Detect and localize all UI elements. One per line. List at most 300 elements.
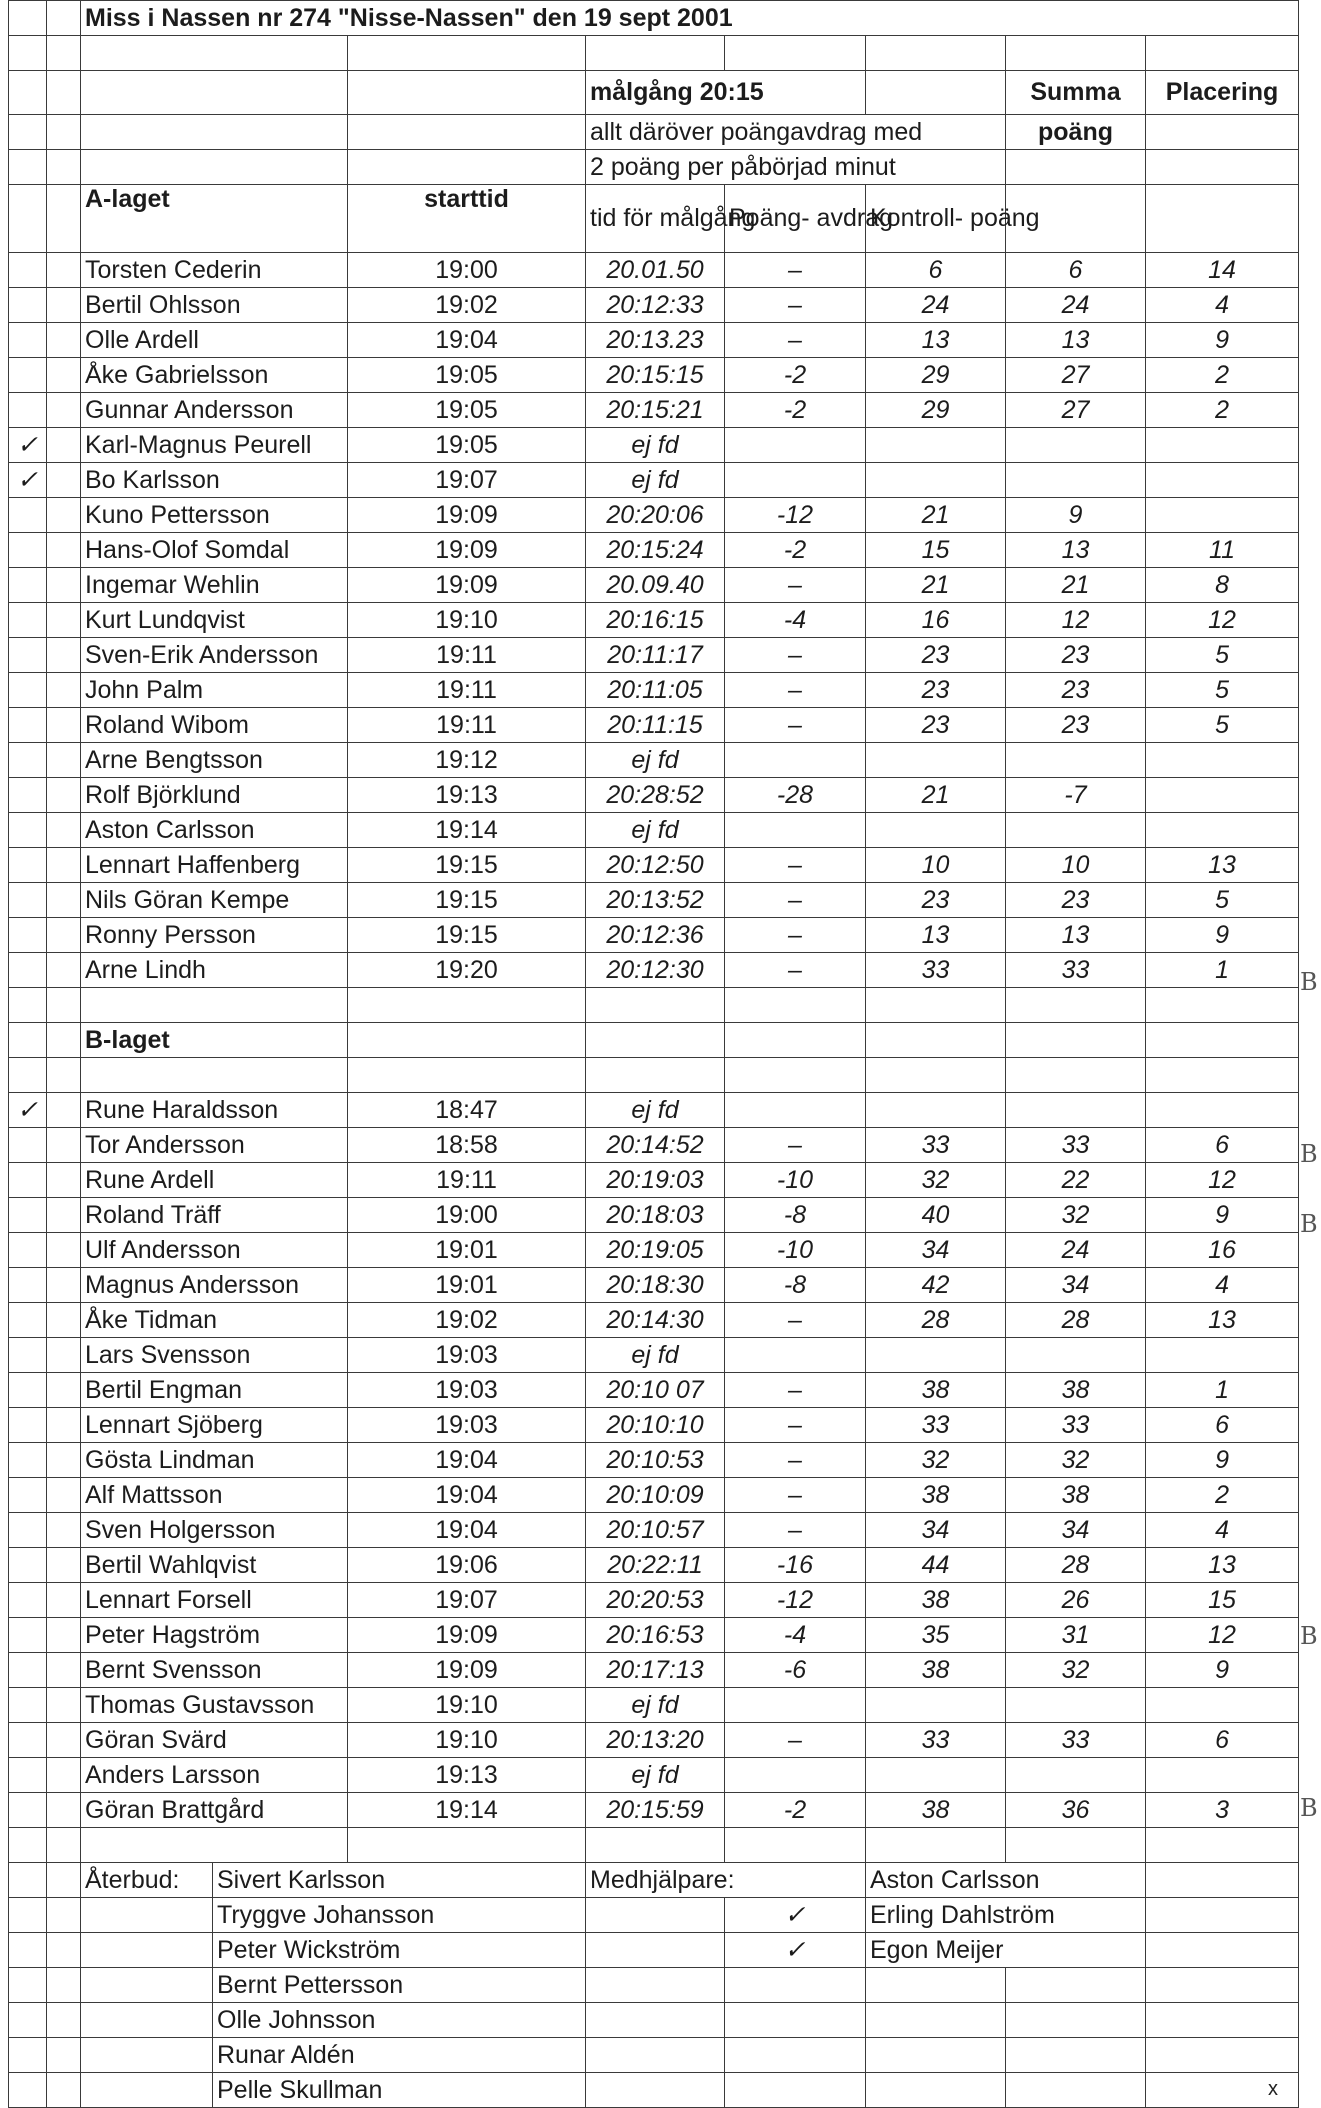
blank-cell xyxy=(47,638,81,673)
blank-cell xyxy=(47,1443,81,1478)
table-cell xyxy=(866,988,1006,1023)
player-name: Bo Karlsson xyxy=(81,463,348,498)
helper-check: ✓ xyxy=(725,1898,866,1933)
sum-points xyxy=(1006,428,1146,463)
start-time: 19:00 xyxy=(348,1198,586,1233)
placing: 4 xyxy=(1146,288,1299,323)
finish-time: 20:28:52 xyxy=(586,778,725,813)
player-row xyxy=(9,638,1299,673)
sum-points xyxy=(1006,1093,1146,1128)
footer-row xyxy=(9,2003,1299,2038)
finish-time: 20:13:52 xyxy=(586,883,725,918)
finish-time: 20:15:21 xyxy=(586,393,725,428)
finish-time: ej fd xyxy=(586,743,725,778)
blank-cell xyxy=(47,743,81,778)
finish-time: 20:12:50 xyxy=(586,848,725,883)
control-points xyxy=(866,813,1006,848)
control-points: 33 xyxy=(866,1128,1006,1163)
table-cell xyxy=(1146,1863,1299,1898)
control-points: 33 xyxy=(866,1408,1006,1443)
sum-points xyxy=(1006,1688,1146,1723)
check-mark xyxy=(9,638,47,673)
table-cell xyxy=(9,1058,47,1093)
deduction: – xyxy=(725,253,866,288)
player-name: Arne Bengtsson xyxy=(81,743,348,778)
player-name: Torsten Cederin xyxy=(81,253,348,288)
start-time: 19:09 xyxy=(348,533,586,568)
start-time: 19:03 xyxy=(348,1373,586,1408)
blank-cell xyxy=(47,1093,81,1128)
a-team-label: A-laget xyxy=(81,185,348,253)
deduction: -10 xyxy=(725,1163,866,1198)
sum-points: 34 xyxy=(1006,1513,1146,1548)
blank-cell xyxy=(81,1968,213,2003)
control-points: 23 xyxy=(866,673,1006,708)
control-points: 29 xyxy=(866,393,1006,428)
finish-time: 20:19:03 xyxy=(586,1163,725,1198)
player-name: Bertil Ohlsson xyxy=(81,288,348,323)
player-row xyxy=(9,323,1299,358)
placing: 16 xyxy=(1146,1233,1299,1268)
finish-time: 20:20:06 xyxy=(586,498,725,533)
control-points: 34 xyxy=(866,1233,1006,1268)
check-mark xyxy=(9,1618,47,1653)
placing: 11 xyxy=(1146,533,1299,568)
start-time: 19:10 xyxy=(348,1688,586,1723)
sum-points: 9 xyxy=(1006,498,1146,533)
player-row xyxy=(9,1373,1299,1408)
placing: 8 xyxy=(1146,568,1299,603)
control-points: 35 xyxy=(866,1618,1006,1653)
start-time: 19:00 xyxy=(348,253,586,288)
start-time: 19:15 xyxy=(348,848,586,883)
deduction xyxy=(725,813,866,848)
table-cell xyxy=(866,2073,1006,2108)
deduction: -10 xyxy=(725,1233,866,1268)
finish-time: ej fd xyxy=(586,463,725,498)
finish-time: 20:13.23 xyxy=(586,323,725,358)
table-cell xyxy=(1146,2003,1299,2038)
finish-time: 20:22:11 xyxy=(586,1548,725,1583)
blank-cell xyxy=(47,883,81,918)
deduction xyxy=(725,463,866,498)
control-points: 38 xyxy=(866,1653,1006,1688)
spacer-row xyxy=(9,1828,1299,1863)
finish-time: 20:18:03 xyxy=(586,1198,725,1233)
finish-time: ej fd xyxy=(586,428,725,463)
start-time: 19:01 xyxy=(348,1268,586,1303)
check-mark xyxy=(9,1548,47,1583)
footer-row xyxy=(9,1898,1299,1933)
sum-points: 21 xyxy=(1006,568,1146,603)
start-time: 19:07 xyxy=(348,1583,586,1618)
finish-time: 20:12:36 xyxy=(586,918,725,953)
finish-time: 20:11:15 xyxy=(586,708,725,743)
placing xyxy=(1146,813,1299,848)
table-cell xyxy=(1006,1828,1146,1863)
control-points xyxy=(866,743,1006,778)
check-mark xyxy=(9,1653,47,1688)
check-mark xyxy=(9,743,47,778)
blank-cell xyxy=(47,1548,81,1583)
sum-header: Summa xyxy=(1006,71,1146,115)
sum-points: 24 xyxy=(1006,288,1146,323)
placing xyxy=(1146,1093,1299,1128)
placing: 12 xyxy=(1146,1163,1299,1198)
check-mark xyxy=(9,953,47,988)
cancellation-name: Sivert Karlsson xyxy=(213,1863,586,1898)
table-cell xyxy=(81,1828,348,1863)
blank-cell xyxy=(47,568,81,603)
finish-time: 20:18:30 xyxy=(586,1268,725,1303)
finish-time: 20:20:53 xyxy=(586,1583,725,1618)
deduction: – xyxy=(725,708,866,743)
check-mark xyxy=(9,1583,47,1618)
table-cell xyxy=(348,988,586,1023)
footer-row xyxy=(9,2073,1299,2108)
cancellation-name: Peter Wickström xyxy=(213,1933,586,1968)
margin-mark-tor: B xyxy=(1300,1140,1318,1168)
blank-cell xyxy=(47,498,81,533)
control-points: 32 xyxy=(866,1163,1006,1198)
control-points: 38 xyxy=(866,1793,1006,1828)
sum-points: -7 xyxy=(1006,778,1146,813)
table-cell xyxy=(866,1058,1006,1093)
player-name: Lars Svensson xyxy=(81,1338,348,1373)
table-cell xyxy=(725,988,866,1023)
helper-name: Egon Meijer xyxy=(866,1933,1146,1968)
table-cell xyxy=(866,1828,1006,1863)
page-title: Miss i Nassen nr 274 "Nisse-Nassen" den 19 sept 2001 xyxy=(81,1,1299,36)
start-time: 19:09 xyxy=(348,498,586,533)
player-row xyxy=(9,813,1299,848)
control-header: Kontroll- poäng xyxy=(866,185,1006,253)
sum-points: 32 xyxy=(1006,1198,1146,1233)
blank-cell xyxy=(47,1653,81,1688)
control-points: 23 xyxy=(866,883,1006,918)
blank-cell xyxy=(81,1933,213,1968)
blank-cell xyxy=(47,603,81,638)
player-row xyxy=(9,1268,1299,1303)
table-cell xyxy=(1146,2038,1299,2073)
header-row-2 xyxy=(9,115,1299,150)
player-name: Olle Ardell xyxy=(81,323,348,358)
check-mark xyxy=(9,1478,47,1513)
control-points xyxy=(866,428,1006,463)
check-mark xyxy=(9,778,47,813)
blank-cell xyxy=(47,1128,81,1163)
blank-cell xyxy=(47,463,81,498)
control-points: 38 xyxy=(866,1373,1006,1408)
player-row xyxy=(9,288,1299,323)
placing: 14 xyxy=(1146,253,1299,288)
check-mark xyxy=(9,358,47,393)
table-cell xyxy=(47,2038,81,2073)
table-cell xyxy=(1146,1023,1299,1058)
finish-time-header: tid för målgång xyxy=(586,185,725,253)
deduction: – xyxy=(725,288,866,323)
control-points xyxy=(866,1093,1006,1128)
placing xyxy=(1146,428,1299,463)
player-row xyxy=(9,568,1299,603)
deduction: -12 xyxy=(725,498,866,533)
table-cell xyxy=(47,1933,81,1968)
player-name: Peter Hagström xyxy=(81,1618,348,1653)
table-cell xyxy=(47,988,81,1023)
blank-cell xyxy=(47,288,81,323)
check-mark: ✓ xyxy=(9,1093,47,1128)
placing xyxy=(1146,463,1299,498)
player-name: Lennart Haffenberg xyxy=(81,848,348,883)
footer-row xyxy=(9,1933,1299,1968)
blank-cell xyxy=(47,813,81,848)
table-cell xyxy=(9,2038,47,2073)
table-cell xyxy=(725,2073,866,2108)
player-name: Tor Andersson xyxy=(81,1128,348,1163)
sum-points: 33 xyxy=(1006,1408,1146,1443)
table-cell xyxy=(348,1023,586,1058)
player-name: Göran Svärd xyxy=(81,1723,348,1758)
margin-mark-roland: B xyxy=(1300,1210,1318,1238)
deduction: -2 xyxy=(725,1793,866,1828)
blank-cell xyxy=(47,1478,81,1513)
start-time: 19:14 xyxy=(348,1793,586,1828)
player-row xyxy=(9,1198,1299,1233)
deduction: -4 xyxy=(725,603,866,638)
player-name: Roland Wibom xyxy=(81,708,348,743)
control-points: 33 xyxy=(866,953,1006,988)
start-time: 19:05 xyxy=(348,428,586,463)
check-mark xyxy=(9,708,47,743)
table-cell xyxy=(47,1863,81,1898)
table-cell xyxy=(1006,1968,1146,2003)
blank-cell xyxy=(47,1583,81,1618)
player-row xyxy=(9,953,1299,988)
player-name: Lennart Forsell xyxy=(81,1583,348,1618)
check-mark xyxy=(9,533,47,568)
table-cell xyxy=(1006,1023,1146,1058)
control-points: 42 xyxy=(866,1268,1006,1303)
blank-cell xyxy=(81,2073,213,2108)
sum-points: 22 xyxy=(1006,1163,1146,1198)
check-mark xyxy=(9,673,47,708)
finish-time: ej fd xyxy=(586,1338,725,1373)
deduction: -8 xyxy=(725,1268,866,1303)
start-time: 19:02 xyxy=(348,1303,586,1338)
start-time: 19:09 xyxy=(348,1653,586,1688)
check-mark xyxy=(9,883,47,918)
margin-mark-goran: B xyxy=(1300,1794,1318,1822)
sum-points: 23 xyxy=(1006,673,1146,708)
finish-time: 20:11:05 xyxy=(586,673,725,708)
deduction: -2 xyxy=(725,393,866,428)
sum-points: 38 xyxy=(1006,1478,1146,1513)
check-mark xyxy=(9,1198,47,1233)
player-row xyxy=(9,1758,1299,1793)
blank-cell xyxy=(47,1338,81,1373)
finish-time: 20:15:15 xyxy=(586,358,725,393)
deduction: – xyxy=(725,1513,866,1548)
player-name: Hans-Olof Somdal xyxy=(81,533,348,568)
cancellation-name: Tryggve Johansson xyxy=(213,1898,586,1933)
finish-time: 20:11:17 xyxy=(586,638,725,673)
sum-points: 34 xyxy=(1006,1268,1146,1303)
table-cell xyxy=(47,1828,81,1863)
corner-x-mark: x xyxy=(1268,2078,1278,2100)
table-cell xyxy=(725,2038,866,2073)
table-cell xyxy=(1146,1968,1299,2003)
b-team-label-row xyxy=(9,1023,1299,1058)
player-name: John Palm xyxy=(81,673,348,708)
table-cell xyxy=(1146,1933,1299,1968)
deduction xyxy=(725,743,866,778)
start-time: 18:58 xyxy=(348,1128,586,1163)
blank-cell xyxy=(586,1898,725,1933)
control-points: 29 xyxy=(866,358,1006,393)
check-mark xyxy=(9,393,47,428)
deduction xyxy=(725,1338,866,1373)
spacer-row xyxy=(9,988,1299,1023)
control-points: 24 xyxy=(866,288,1006,323)
sum-points: 32 xyxy=(1006,1653,1146,1688)
blank-cell xyxy=(47,428,81,463)
player-name: Magnus Andersson xyxy=(81,1268,348,1303)
deduction: – xyxy=(725,848,866,883)
table-cell xyxy=(1006,2003,1146,2038)
sum-points: 27 xyxy=(1006,393,1146,428)
player-name: Gösta Lindman xyxy=(81,1443,348,1478)
table-cell xyxy=(47,2003,81,2038)
finish-time: 20:12:30 xyxy=(586,953,725,988)
player-name: Rune Ardell xyxy=(81,1163,348,1198)
player-row xyxy=(9,1408,1299,1443)
player-name: Åke Gabrielsson xyxy=(81,358,348,393)
blank-cell xyxy=(47,1303,81,1338)
check-mark xyxy=(9,1688,47,1723)
player-name: Karl-Magnus Peurell xyxy=(81,428,348,463)
table-cell xyxy=(1146,1828,1299,1863)
deduction: – xyxy=(725,1478,866,1513)
start-time-header: starttid xyxy=(348,185,586,253)
table-cell xyxy=(9,1863,47,1898)
player-row xyxy=(9,1583,1299,1618)
sum-points: 23 xyxy=(1006,708,1146,743)
deduction: -28 xyxy=(725,778,866,813)
finish-time: 20:10:53 xyxy=(586,1443,725,1478)
cancellation-name: Runar Aldén xyxy=(213,2038,586,2073)
player-name: Bernt Svensson xyxy=(81,1653,348,1688)
placing xyxy=(1146,743,1299,778)
sum-points: 13 xyxy=(1006,323,1146,358)
placing xyxy=(1146,778,1299,813)
check-mark xyxy=(9,1128,47,1163)
sum-points: 28 xyxy=(1006,1303,1146,1338)
player-row xyxy=(9,498,1299,533)
table-cell xyxy=(81,1058,348,1093)
finish-time: ej fd xyxy=(586,1093,725,1128)
start-time: 19:05 xyxy=(348,358,586,393)
player-row xyxy=(9,1793,1299,1828)
player-name: Roland Träff xyxy=(81,1198,348,1233)
placing: 4 xyxy=(1146,1268,1299,1303)
check-mark xyxy=(9,813,47,848)
check-mark xyxy=(9,603,47,638)
check-mark xyxy=(9,568,47,603)
finish-time: 20:14:30 xyxy=(586,1303,725,1338)
placing: 5 xyxy=(1146,673,1299,708)
player-name: Åke Tidman xyxy=(81,1303,348,1338)
table-cell xyxy=(586,1058,725,1093)
control-points: 44 xyxy=(866,1548,1006,1583)
player-name: Thomas Gustavsson xyxy=(81,1688,348,1723)
start-time: 19:07 xyxy=(348,463,586,498)
finish-time: 20:16:53 xyxy=(586,1618,725,1653)
sum-points: 32 xyxy=(1006,1443,1146,1478)
header-row-4 xyxy=(9,185,1299,253)
blank-cell xyxy=(47,1233,81,1268)
placing: 12 xyxy=(1146,603,1299,638)
placing: 9 xyxy=(1146,1443,1299,1478)
placing: 2 xyxy=(1146,393,1299,428)
start-time: 19:09 xyxy=(348,568,586,603)
placing: 2 xyxy=(1146,1478,1299,1513)
placing xyxy=(1146,1688,1299,1723)
finish-time: 20:14:52 xyxy=(586,1128,725,1163)
table-cell xyxy=(586,988,725,1023)
placing: 13 xyxy=(1146,1548,1299,1583)
player-name: Nils Göran Kempe xyxy=(81,883,348,918)
check-mark xyxy=(9,1233,47,1268)
table-cell xyxy=(9,1968,47,2003)
finish-time: ej fd xyxy=(586,813,725,848)
start-time: 19:03 xyxy=(348,1408,586,1443)
player-name: Anders Larsson xyxy=(81,1758,348,1793)
start-time: 19:01 xyxy=(348,1233,586,1268)
blank-cell xyxy=(47,848,81,883)
deduction: – xyxy=(725,1443,866,1478)
sum-points: 31 xyxy=(1006,1618,1146,1653)
blank-cell xyxy=(47,1513,81,1548)
control-points: 38 xyxy=(866,1583,1006,1618)
sum-points xyxy=(1006,813,1146,848)
table-cell xyxy=(866,2003,1006,2038)
cancellation-name: Bernt Pettersson xyxy=(213,1968,586,2003)
player-row xyxy=(9,1443,1299,1478)
table-cell xyxy=(9,2073,47,2108)
finish-time: 20.09.40 xyxy=(586,568,725,603)
check-mark xyxy=(9,1338,47,1373)
spacer-row xyxy=(9,36,1299,71)
deduction: -2 xyxy=(725,533,866,568)
player-row xyxy=(9,708,1299,743)
player-row xyxy=(9,1688,1299,1723)
deduction: – xyxy=(725,673,866,708)
table-body xyxy=(9,1,1299,2108)
player-name: Aston Carlsson xyxy=(81,813,348,848)
placing: 9 xyxy=(1146,918,1299,953)
blank-cell xyxy=(47,778,81,813)
table-cell xyxy=(9,1898,47,1933)
title-row xyxy=(9,1,1299,36)
check-mark xyxy=(9,1268,47,1303)
check-mark xyxy=(9,253,47,288)
control-points xyxy=(866,1338,1006,1373)
table-cell xyxy=(47,1898,81,1933)
player-row xyxy=(9,1163,1299,1198)
control-points: 40 xyxy=(866,1198,1006,1233)
player-name: Bertil Engman xyxy=(81,1373,348,1408)
start-time: 19:09 xyxy=(348,1618,586,1653)
